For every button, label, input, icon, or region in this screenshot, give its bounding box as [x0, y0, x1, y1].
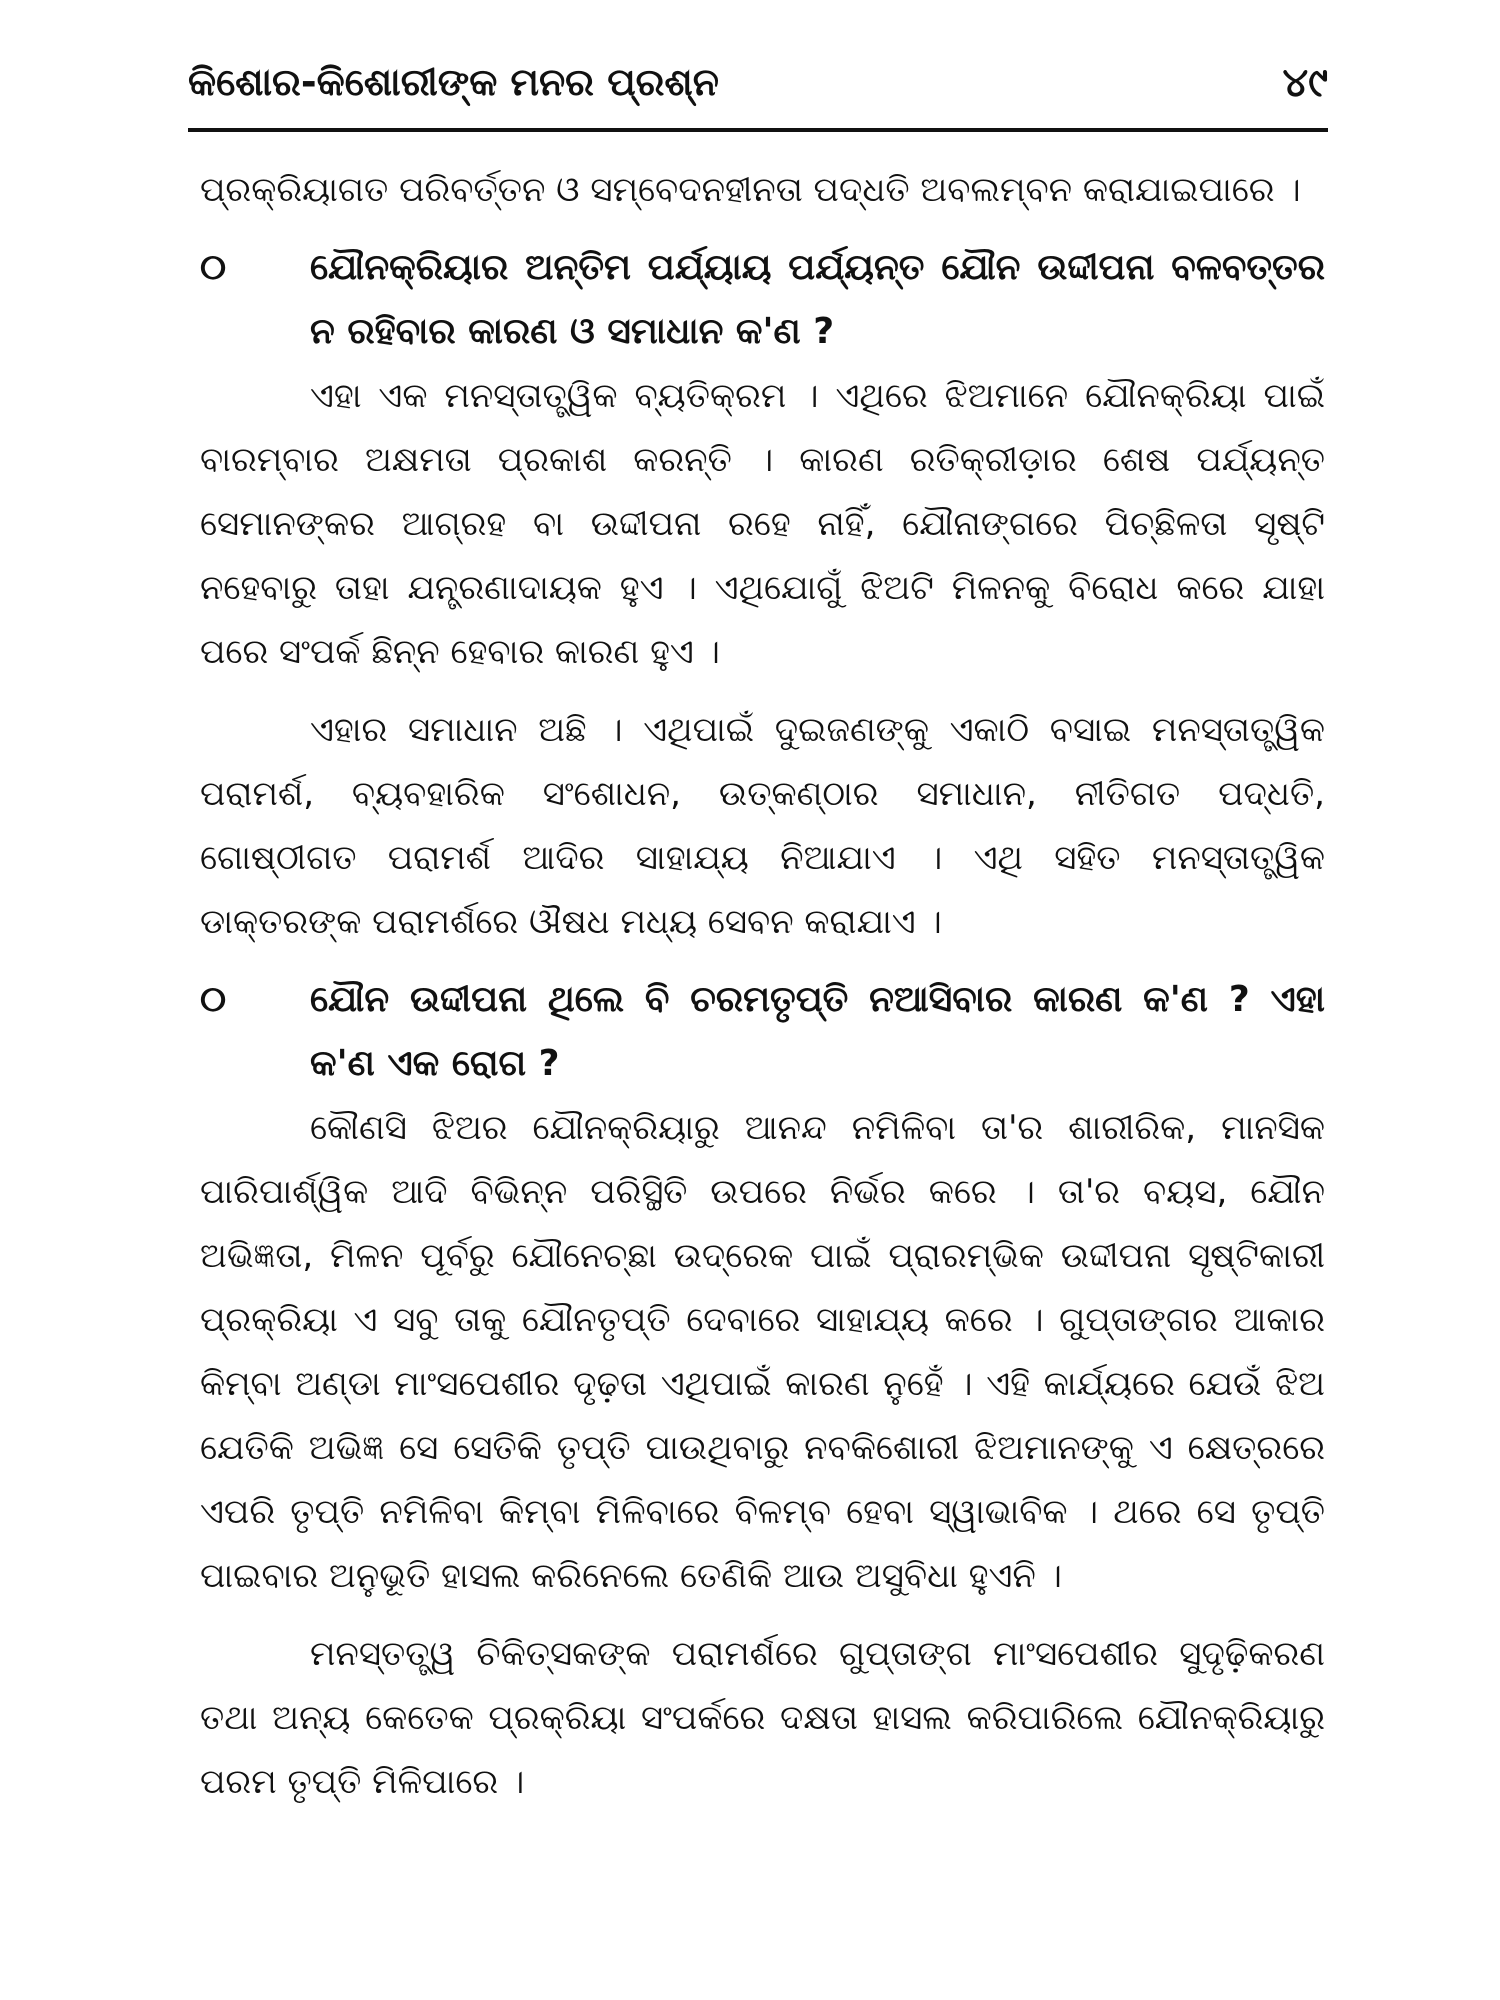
answer-paragraph: କୌଣସି ଝିଅର ଯୌନକ୍ରିୟାରୁ ଆନନ୍ଦ ନମିଳିବା ତା'ର ଶାରୀରିକ, ମାନସିକ ପାରିପାର୍ଶ୍ୱିକ ଆଦି ବିଭିନ୍ନ ପରିସ୍ଥିତି ଉପରେ ନିର୍ଭର କରେ । ତା'ର ବୟସ, ଯୌନ ଅଭିଜ୍ଞତା, ମିଳନ ପୂର୍ବରୁ ଯୌନେଚ୍ଛା ଉଦ୍ରେକ ପାଇଁ ପ୍ରାରମ୍ଭିକ ଉଦ୍ଦୀପନା ସୃଷ୍ଟିକାରୀ ପ୍ରକ୍ରିୟା ଏ ସବୁ ତାକୁ ଯୌନତୃପ୍ତି ଦେବାରେ ସାହାଯ୍ୟ କରେ । ଗୁପ୍ତାଙ୍ଗର ଆକାର କିମ୍ବା ଅଣ୍ଡା ମାଂସପେଶୀର ଦୃଢ଼ତା ଏଥିପାଇଁ କାରଣ ନୁହେଁ । ଏହି କାର୍ଯ୍ୟରେ ଯେଉଁ ଝିଅ ଯେତିକି ଅଭିଜ୍ଞ ସେ ସେତିକି ତୃପ୍ତି ପାଉଥିବାରୁ ନବକିଶୋରୀ ଝିଅମାନଙ୍କୁ ଏ କ୍ଷେତ୍ରରେ ଏପରି ତୃପ୍ତି ନମିଳିବା କିମ୍ବା ମିଳିବାରେ ବିଳମ୍ବ ହେବା ସ୍ୱାଭାବିକ । ଥରେ ସେ ତୃପ୍ତି ପାଇବାର ଅନୁଭୂତି ହାସଲ କରିନେଲେ ତେଣିକି ଆଉ ଅସୁବିଧା ହୁଏନି । [200, 1108, 1325, 1596]
question-text: ଯୌନକ୍ରିୟାର ଅନ୍ତିମ ପର୍ଯ୍ୟାୟ ପର୍ଯ୍ୟନ୍ତ ଯୌନ ଉଦ୍ଦୀପନା ବଳବତ୍ତର ନ ରହିବାର କାରଣ ଓ ସମାଧାନ କ'ଣ ? [310, 247, 1325, 352]
running-head: କିଶୋର-କିଶୋରୀଙ୍କ ମନର ପ୍ରଶ୍ନ [188, 60, 719, 104]
answer-paragraph: ଏହା ଏକ ମନସ୍ତାତ୍ତ୍ୱିକ ବ୍ୟତିକ୍ରମ । ଏଥିରେ ଝିଅମାନେ ଯୌନକ୍ରିୟା ପାଇଁ ବାରମ୍ବାର ଅକ୍ଷମତା ପ୍ରକାଶ କରନ୍ତି । କାରଣ ରତିକ୍ରୀଡ଼ାର ଶେଷ ପର୍ଯ୍ୟନ୍ତ ସେମାନଙ୍କର ଆଗ୍ରହ ବା ଉଦ୍ଦୀପନା ରହେ ନାହିଁ, ଯୌନାଙ୍ଗରେ ପିଚ୍ଛିଳତା ସୃଷ୍ଟି ନହେବାରୁ ତାହା ଯନ୍ତ୍ରଣାଦାୟକ ହୁଏ । ଏଥିଯୋଗୁଁ ଝିଅଟି ମିଳନକୁ ବିରୋଧ କରେ ଯାହା ପରେ ସଂପର୍କ ଛିନ୍ନ ହେବାର କାରଣ ହୁଏ । [200, 376, 1325, 672]
question-heading-2 [200, 968, 1325, 1096]
question-marker: ୦ [200, 247, 227, 288]
page-header [188, 52, 1328, 124]
answer-paragraph: ଏହାର ସମାଧାନ ଅଛି । ଏଥିପାଇଁ ଦୁଇଜଣଙ୍କୁ ଏକାଠି ବସାଇ ମନସ୍ତାତ୍ତ୍ୱିକ ପରାମର୍ଶ, ବ୍ୟବହାରିକ ସଂଶୋଧନ, ଉତ୍କଣ୍ଠାର ସମାଧାନ, ନୀତିଗତ ପଦ୍ଧତି, ଗୋଷ୍ଠୀଗତ ପରାମର୍ଶ ଆଦିର ସାହାଯ୍ୟ ନିଆଯାଏ । ଏଥି ସହିତ ମନସ୍ତାତ୍ତ୍ୱିକ ଡାକ୍ତରଙ୍କ ପରାମର୍ଶରେ ଔଷଧ ମଧ୍ୟ ସେବନ କରାଯାଏ । [200, 710, 1325, 942]
answer-paragraph: ମନସ୍ତତ୍ତ୍ୱ ଚିକିତ୍ସକଙ୍କ ପରାମର୍ଶରେ ଗୁପ୍ତାଙ୍ଗ ମାଂସପେଶୀର ସୁଦୃଢ଼ିକରଣ ତଥା ଅନ୍ୟ କେତେକ ପ୍ରକ୍ରିୟା ସଂପର୍କରେ ଦକ୍ଷତା ହାସଲ କରିପାରିଲେ ଯୌନକ୍ରିୟାରୁ ପରମ ତୃପ୍ତି ମିଳିପାରେ । [200, 1634, 1325, 1802]
question-marker: ୦ [200, 979, 227, 1020]
question-heading-1 [200, 236, 1325, 364]
page-body [200, 158, 1325, 1814]
paragraph-continuation: ପ୍ରକ୍ରିୟାଗତ ପରିବର୍ତ୍ତନ ଓ ସମ୍ବେଦନହୀନତା ପଦ୍ଧତି ଅବଲମ୍ବନ କରାଯାଇପାରେ । [200, 170, 1301, 210]
header-rule [188, 128, 1328, 132]
page-number: ୪୯ [1282, 60, 1328, 106]
question-text: ଯୌନ ଉଦ୍ଦୀପନା ଥିଲେ ବି ଚରମତୃପ୍ତି ନଆସିବାର କାରଣ କ'ଣ ? ଏହା କ'ଣ ଏକ ରୋଗ ? [310, 979, 1325, 1084]
